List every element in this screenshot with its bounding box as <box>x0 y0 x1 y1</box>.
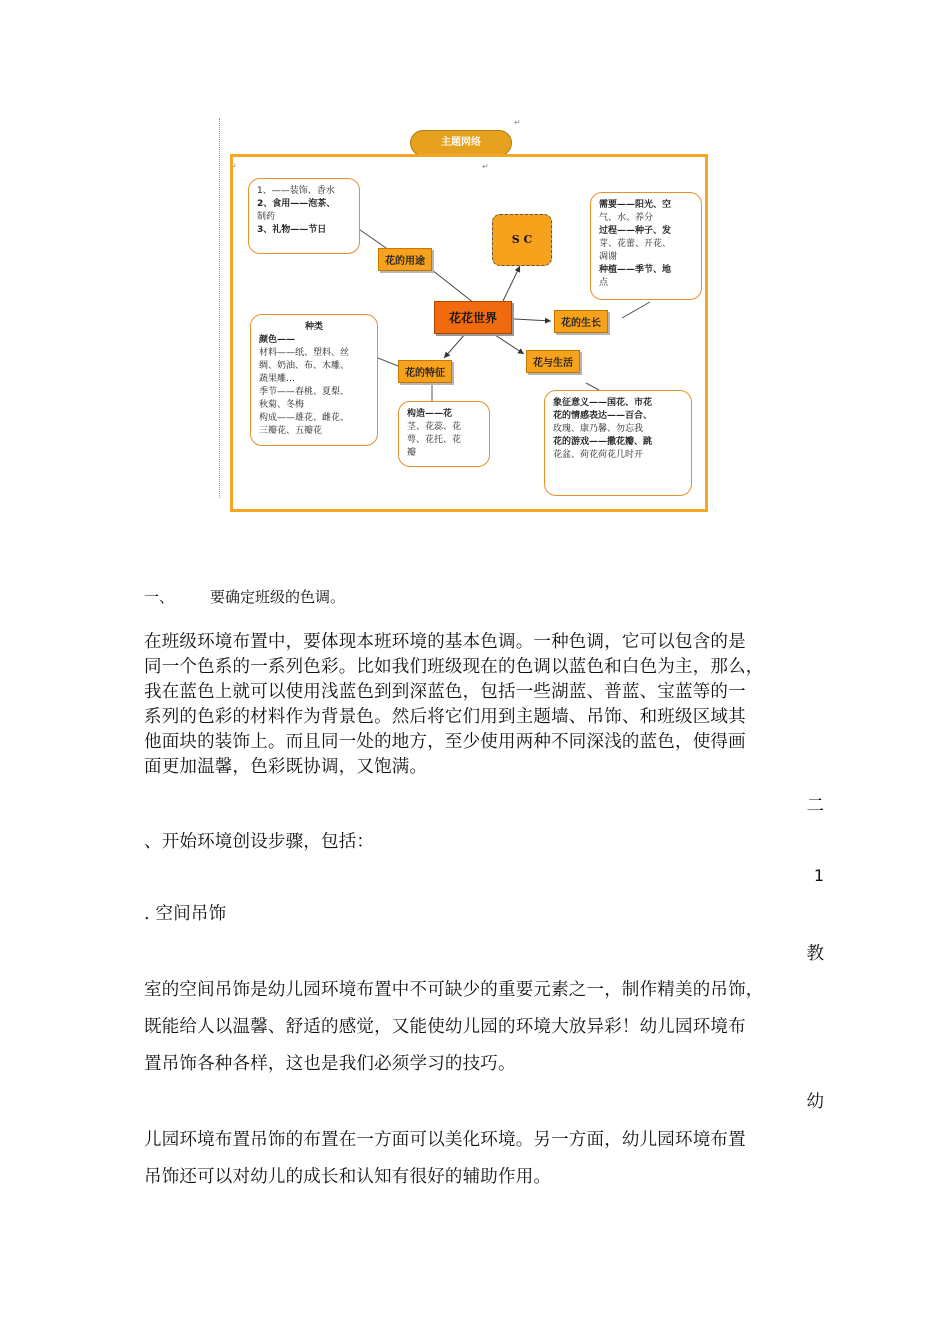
return-mark: ↵ <box>482 162 489 171</box>
box-line: 三瓣花、五瓣花 <box>259 426 323 436</box>
box-line: 构成——雄花、雌花、 <box>259 413 350 423</box>
box-line: 点 <box>599 278 609 288</box>
text-line: 我在蓝色上就可以使用浅蓝色到到深蓝色，包括一些湖蓝、普蓝、宝蓝等的一 <box>144 682 746 702</box>
node-uses: 花的用途 <box>378 248 432 271</box>
box-structure <box>398 401 490 467</box>
box-line: 花盆、荷花荷花几时开 <box>553 450 644 460</box>
box-line: 气、水、养分 <box>599 213 654 223</box>
section-1-body <box>144 630 764 780</box>
box-line: 玫瑰、康乃馨、勿忘我 <box>553 424 644 434</box>
box-line: 制药 <box>257 212 276 222</box>
box-line: 萼、花托、花 <box>407 435 462 445</box>
text-line: 他面块的装饰上。而且同一处的地方，至少使用两种不同深浅的蓝色，使得画 <box>144 732 746 752</box>
box-line: 3、礼物——节日 <box>257 225 327 235</box>
text-line: 既能给人以温馨、舒适的感觉，又能使幼儿园的环境大放异彩！幼儿园环境布 <box>144 1017 746 1037</box>
node-features: 花的特征 <box>398 360 452 383</box>
box-line: 1、——装饰、香水 <box>257 186 335 196</box>
center-node: 花花世界 <box>434 301 512 334</box>
para-1-lead-char: 教 <box>806 944 824 964</box>
box-line: 芽、花蕾、开花、 <box>599 239 672 249</box>
para-2-lead-char: 幼 <box>806 1092 824 1112</box>
box-line: 种植——季节、地 <box>599 265 672 275</box>
sc-node: S C <box>492 214 552 266</box>
text-line: 系列的色彩的材料作为背景色。然后将它们用到主题墙、吊饰、和班级区域其 <box>144 707 746 727</box>
text-line: 室的空间吊饰是幼儿园环境布置中不可缺少的重要元素之一，制作精美的吊饰， <box>144 980 764 1000</box>
box-growth <box>590 192 702 300</box>
box-line: 季节——春桃、夏梨、 <box>259 387 350 397</box>
section-1-heading <box>144 586 346 607</box>
box-line: 材料——纸、塑料、丝 <box>259 348 350 358</box>
box-line: 凋谢 <box>599 252 618 262</box>
box-line: 象征意义——国花、市花 <box>553 398 653 408</box>
item-1-title: . 空间吊饰 <box>144 904 227 924</box>
box-line: 颜色—— <box>259 335 296 345</box>
item-1-number: 1 <box>813 866 824 885</box>
text-line: 面更加温馨，色彩既协调，又饱满。 <box>144 757 428 777</box>
return-mark: ↵ <box>514 118 521 127</box>
text-line: 吊饰还可以对幼儿的成长和认知有很好的辅助作用。 <box>144 1167 552 1187</box>
box-line: 需要——阳光、空 <box>599 200 672 210</box>
text-line: 同一个色系的一系列色彩。比如我们班级现在的色调以蓝色和白色为主，那么， <box>144 657 764 677</box>
box-line: 2、食用——泡茶、 <box>257 199 336 209</box>
text-line: 置吊饰各种各样，这也是我们必须学习的技巧。 <box>144 1054 516 1074</box>
para-2-body <box>144 1122 746 1196</box>
node-life: 花与生活 <box>526 350 580 373</box>
section-1-number: 一、 <box>144 588 175 606</box>
section-1-title: 要确定班级的色调。 <box>210 588 346 606</box>
box-types <box>250 314 378 446</box>
box-line: 秋菊、冬梅 <box>259 400 305 410</box>
box-line: 花的情感表达——百合、 <box>553 411 653 421</box>
para-1-body <box>144 972 764 1083</box>
text-line: 儿园环境布置吊饰的布置在一方面可以美化环境。另一方面，幼儿园环境布置 <box>144 1130 746 1150</box>
node-growth: 花的生长 <box>554 310 608 333</box>
box-line: 过程——种子、发 <box>599 226 672 236</box>
section-2-heading: 、开始环境创设步骤，包括： <box>144 832 375 852</box>
box-line: 绸、奶油、布、木雕、 <box>259 361 350 371</box>
box-line: 茎、花蕊、花 <box>407 422 462 432</box>
box-line: 花的游戏——撒花瓣、跳 <box>553 437 653 447</box>
return-mark: ↵ <box>230 162 237 171</box>
box-life <box>544 390 692 496</box>
box-line: 瓣 <box>407 448 417 458</box>
box-heading: 种类 <box>304 322 323 332</box>
box-uses <box>248 178 360 254</box>
theme-network-diagram <box>214 118 714 518</box>
box-line: 蔬果雕… <box>259 374 296 384</box>
diagram-title: 主题网络 <box>410 130 512 156</box>
section-2-number-char: 二 <box>806 796 824 816</box>
box-line: 构造——花 <box>407 409 453 419</box>
text-line: 在班级环境布置中，要体现本班环境的基本色调。一种色调，它可以包含的是 <box>144 632 746 652</box>
